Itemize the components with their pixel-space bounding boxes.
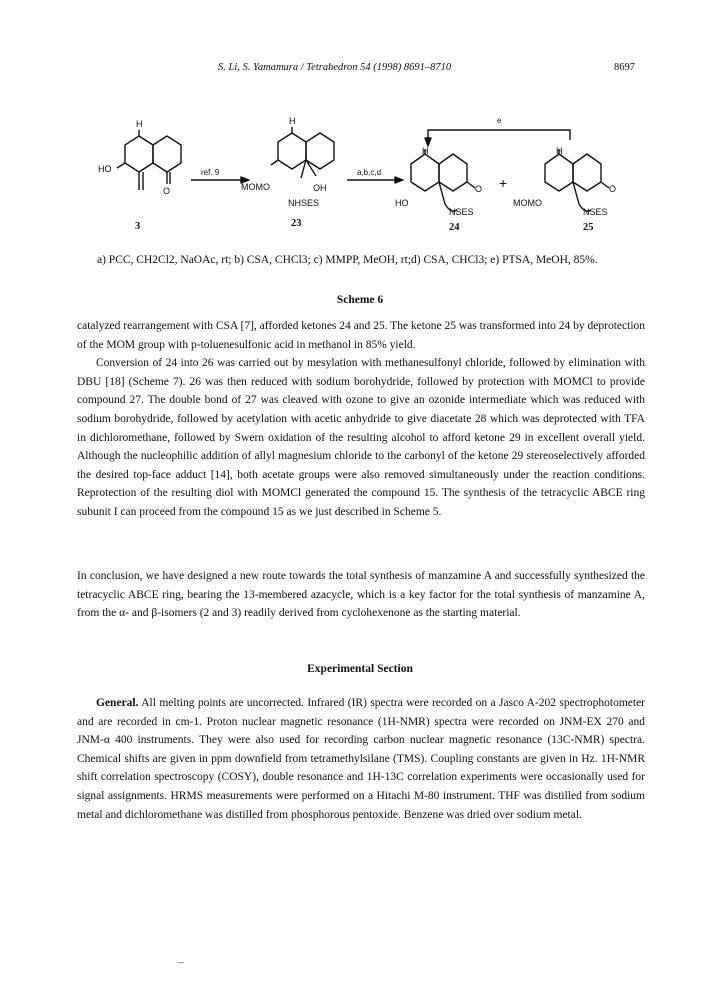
compound-24-h-label: H bbox=[422, 146, 429, 156]
footer-mark bbox=[178, 962, 184, 963]
compound-3-o-label: O bbox=[163, 186, 171, 196]
running-header bbox=[0, 62, 720, 78]
compound-25-nses-label: NSES bbox=[583, 207, 608, 217]
running-title: S. Li, S. Yamamura / Tetrahedron 54 (1998) 8691–8710 bbox=[218, 62, 452, 73]
compound-3-number: 3 bbox=[135, 221, 141, 232]
page-number: 8697 bbox=[614, 62, 635, 73]
compound-23-oh-label: OH bbox=[313, 183, 327, 193]
compound-23-h-label: H bbox=[289, 116, 296, 126]
general-lead: General. bbox=[96, 697, 139, 709]
scheme-footnote: a) PCC, CH2Cl2, NaOAc, rt; b) CSA, CHCl3; c) MMPP, MeOH, rt;d) CSA, CHCl3; e) PTSA, MeOH, 85%. bbox=[97, 254, 598, 266]
paragraph-1: catalyzed rearrangement with CSA [7], afforded ketones 24 and 25. The ketone 25 was transformed into 24 by deprotection of the MOM group with p-toluenesulfonic acid in methanol in 85% yield. bbox=[77, 320, 646, 351]
experimental-general bbox=[77, 694, 645, 824]
general-text: All melting points are uncorrected. Infrared (IR) spectra were recorded on a Jasco A-202 spectrophotometer and are recorded in cm-1. Proton nuclear magnetic resonance (1H-NMR) spectra were recorded on JNM-EX 270 and JNM-α 400 instruments. They were also used for recording carbon nuclear magnetic resonance (13C-NMR) spectra. Chemical shifts are given in ppm downfield from tetramethylsilane (TMS). Coupling constants are given in Hz. 1H-NMR shift correlation spectroscopy (COSY), double resonance and 1H-13C correlation experiments were occasionally used for signal assignments. HRMS measurements were performed on a Hitachi M-80 instrument. THF was distilled from sodium metal and dichloromethane was distilled from phosphorous pentoxide. Benzene was dried over sodium metal. bbox=[77, 697, 645, 821]
conclusion-block bbox=[77, 567, 645, 623]
compound-23-structure bbox=[271, 127, 334, 178]
compound-25-o-label: O bbox=[609, 184, 617, 194]
scheme-title: Scheme 6 bbox=[336, 294, 384, 306]
paragraph-2: Conversion of 24 into 26 was carried out by mesylation with methanesulfonyl chloride, followed by elimination with DBU [18] (Scheme 7). 26 was then reduced with sodium borohydride, followed by protection with MOMCl to provide compound 27. The double bond of 27 was cleaved with ozone to give an ozonide intermediate which was reduced with sodium borohydride, followed by acetylation with acetic anhydride to give diacetate 28 which was deprotected with TFA in dichloromethane, followed by Swern oxidation of the resulting alcohol to afford ketone 29 in excellent overall yield. Although the nucleophilic addition of allyl magnesium chloride to the carbonyl of the ketone 29 stereoselectively afforded the desired top-face adduct [14], both acetate groups were also removed simultaneously under the reaction conditions. Reprotection of the resulting diol with MOMCl generated the compound 15. The synthesis of the tetracyclic ABCE ring subunit I can proceed from the compound 15 as we just described in Scheme 5. bbox=[77, 357, 645, 518]
reaction-ref-label: ref. 9 bbox=[201, 168, 220, 177]
compound-24-nses-label: NSES bbox=[449, 207, 474, 217]
compound-3-structure bbox=[117, 130, 181, 190]
compound-24-ho-label: HO bbox=[395, 198, 409, 208]
scheme-6-drawing bbox=[95, 92, 665, 244]
compound-23-momo-label: MOMO bbox=[241, 182, 270, 192]
compound-25-momo-label: MOMO bbox=[513, 198, 542, 208]
compound-3-ho-label: HO bbox=[98, 164, 112, 174]
compound-3-h-label: H bbox=[136, 119, 143, 129]
paragraph-conclusion: In conclusion, we have designed a new route towards the total synthesis of manzamine A and successfully synthesized the tetracyclic ABCE ring, bearing the 13-membered azacycle, which is a key factor for the total synthesis of manzamine A, from the α- and β-isomers (2 and 3) readily derived from cyclohexenone as the starting material. bbox=[77, 570, 645, 620]
scheme-6-figure bbox=[95, 92, 665, 244]
compound-25-number: 25 bbox=[583, 222, 594, 233]
experimental-section-title: Experimental Section bbox=[307, 663, 413, 675]
compound-24-number: 24 bbox=[449, 222, 460, 233]
compound-25-h-label: H bbox=[556, 146, 563, 156]
compound-25-structure bbox=[545, 149, 609, 211]
plus-sign: + bbox=[499, 175, 508, 191]
compound-24-structure bbox=[411, 149, 475, 211]
compound-23-nhses-label: NHSES bbox=[288, 198, 320, 208]
body-text-continued bbox=[77, 317, 645, 522]
reaction-e-label: e bbox=[497, 116, 502, 125]
compound-23-number: 23 bbox=[291, 218, 302, 229]
compound-24-o-label: O bbox=[475, 184, 483, 194]
reaction-conditions-label: a,b,c,d bbox=[357, 168, 382, 177]
